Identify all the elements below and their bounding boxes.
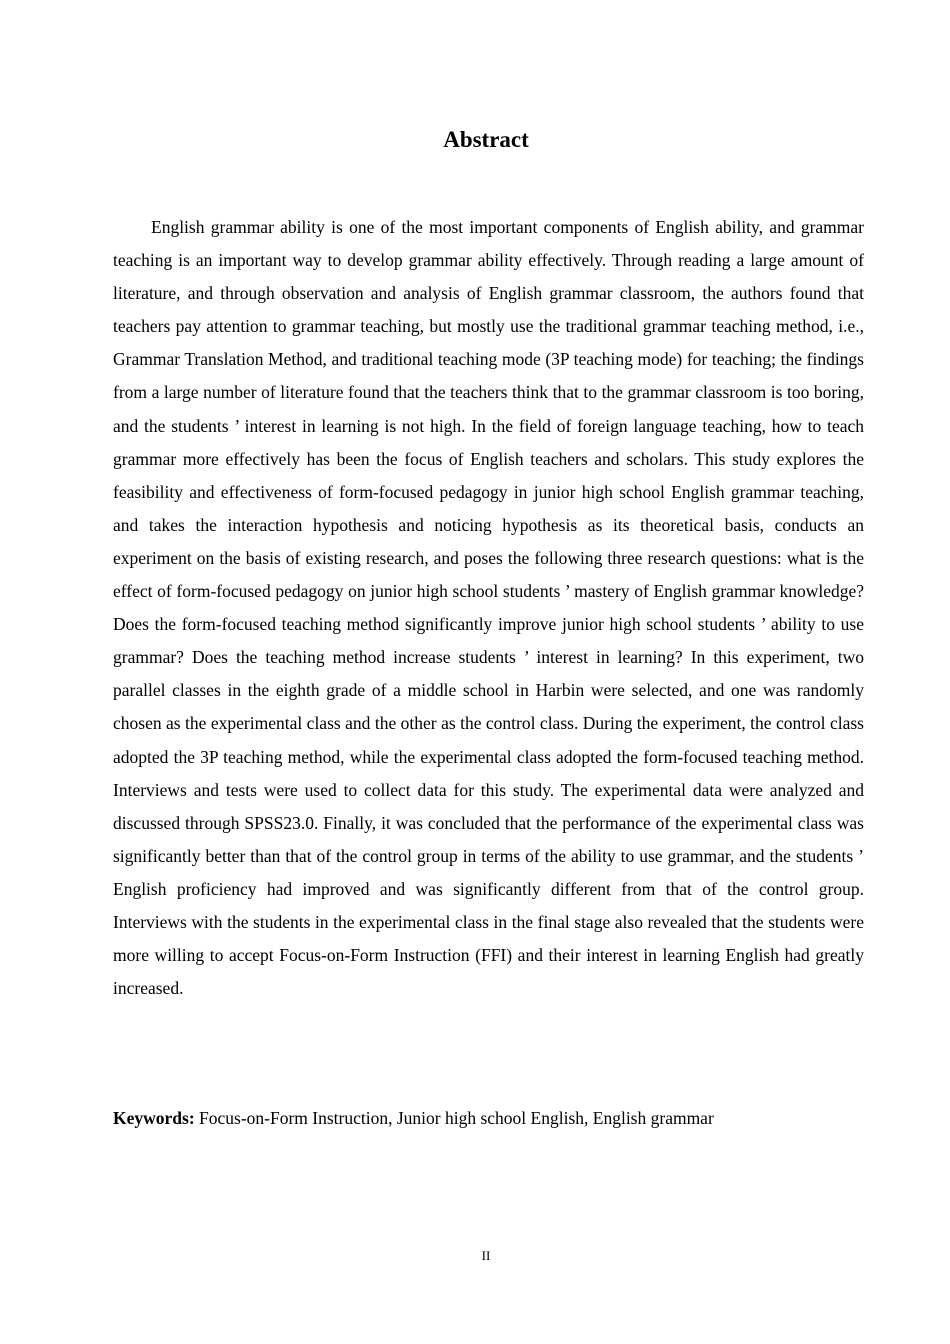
abstract-paragraph: English grammar ability is one of the most important components of English ability, and grammar teaching is an important way to develop grammar ability effectively. Through reading a large amount of literature, and through observation and analysis of English grammar classroom, the authors found that teachers pay attention to grammar teaching, but mostly use the traditional grammar teaching method, i.e., Grammar Translation Method, and traditional teaching mode (3P teaching mode) for teaching; the findings from a large number of literature found that the teachers think that to the grammar classroom is too boring, and the students ’ interest in learning is not high. In the field of foreign language teaching, how to teach grammar more effectively has been the focus of English teachers and scholars. This study explores the feasibility and effectiveness of form-focused pedagogy in junior high school English grammar teaching, and takes the interaction hypothesis and noticing hypothesis as its theoretical basis, conducts an experiment on the basis of existing research, and poses the following three research questions: what is the effect of form-focused pedagogy on junior high school students ’ mastery of English grammar knowledge? Does the form-focused teaching method significantly improve junior high school students ’ ability to use grammar? Does the teaching method increase students ’ interest in learning? In this experiment, two parallel classes in the eighth grade of a middle school in Harbin were selected, and one was randomly chosen as the experimental class and the other as the control class. During the experiment, the control class adopted the 3P teaching method, while the experimental class adopted the form-focused teaching method. Interviews and tests were used to collect data for this study. The experimental data were analyzed and discussed through SPSS23.0. Finally, it was concluded that the performance of the experimental class was significantly better than that of the control group in terms of the ability to use grammar, and the students ’ English proficiency had improved and was significantly different from that of the control group. Interviews with the students in the experimental class in the final stage also revealed that the students were more willing to accept Focus-on-Form Instruction (FFI) and their interest in learning English had greatly increased. [113, 217, 864, 999]
keywords-line [113, 1102, 864, 1135]
keywords-label: Keywords: [113, 1108, 195, 1128]
keywords-value: Focus-on-Form Instruction, Junior high school English, English grammar [194, 1108, 714, 1128]
abstract-title: Abstract [443, 127, 529, 152]
page-number: II [481, 1248, 491, 1263]
